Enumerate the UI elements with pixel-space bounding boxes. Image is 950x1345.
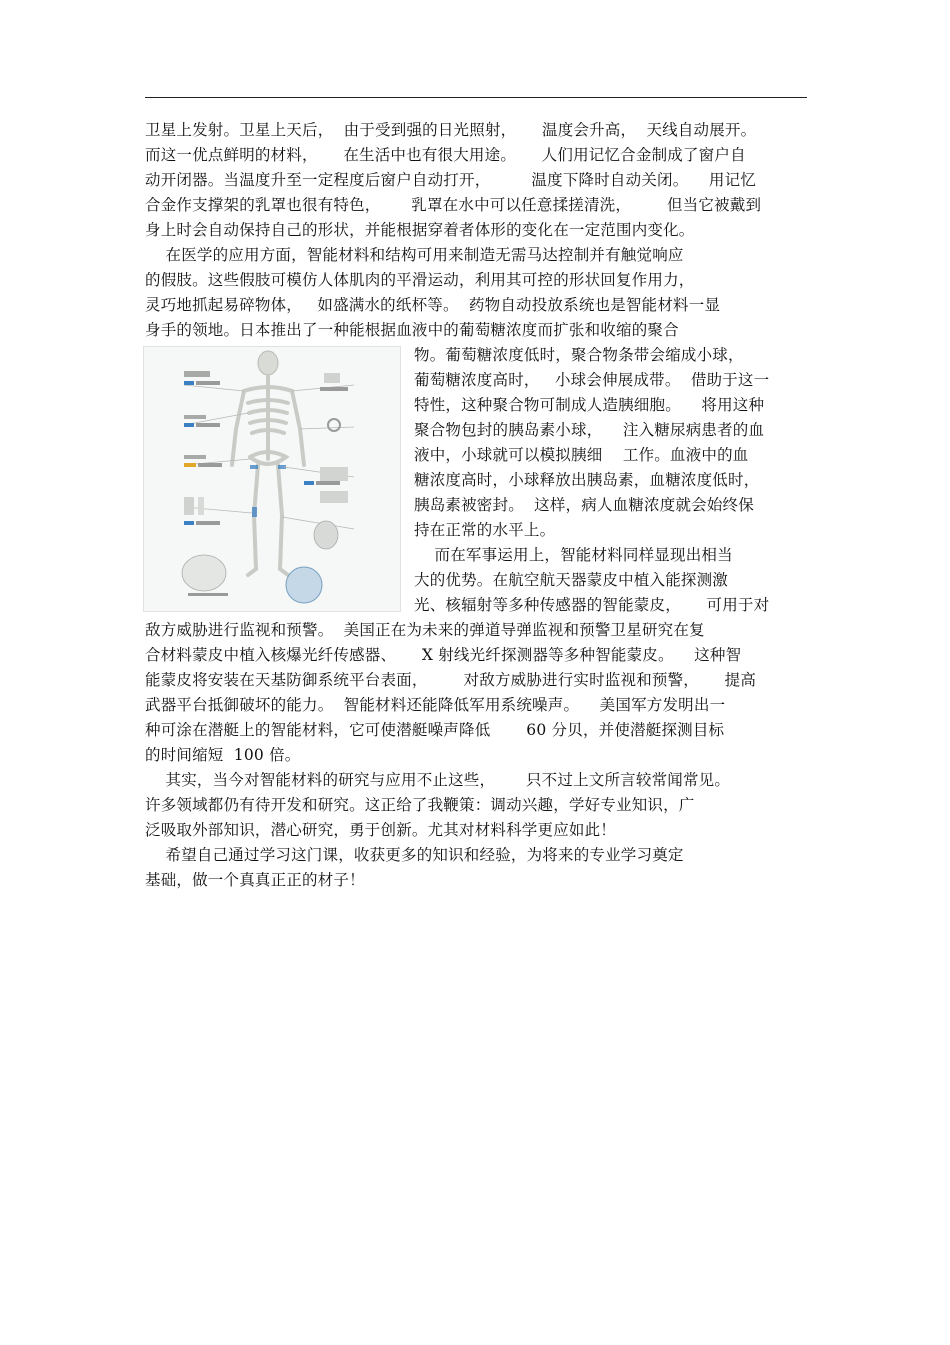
text-line: 合金作支撑架的乳罩也很有特色， 乳罩在水中可以任意揉搓清洗， 但当它被戴到	[145, 196, 762, 214]
text-line: 而这一优点鲜明的材料， 在生活中也有很大用途。 人们用记忆合金制成了窗户自	[145, 146, 746, 164]
text-line: 能蒙皮将安装在天基防御系统平台表面， 对敌方威胁进行实时监视和预警， 提高	[145, 671, 757, 689]
text-line: 在医学的应用方面，智能材料和结构可用来制造无需马达控制并有触觉响应	[145, 246, 684, 264]
text-line: 物。葡萄糖浓度低时，聚合物条带会缩成小球，	[414, 346, 744, 364]
text-line: 其实，当今对智能材料的研究与应用不止这些， 只不过上文所言较常闻常见。	[145, 771, 731, 789]
text-line: 武器平台抵御破坏的能力。 智能材料还能降低军用系统噪声。 美国军方发明出一	[145, 696, 726, 714]
text-line: 许多领域都仍有待开发和研究。这正给了我鞭策：调动兴趣，学好专业知识，广	[145, 796, 695, 814]
text-line: 身上时会自动保持自己的形状，并能根据穿着者体形的变化在一定范围内变化。	[145, 221, 695, 239]
text-line: 的时间缩短 100 倍。	[145, 746, 301, 764]
text-line: 灵巧地抓起易碎物体， 如盛满水的纸杯等。 药物自动投放系统也是智能材料一显	[145, 296, 721, 314]
text-line: 基础，做一个真真正正的材子！	[145, 871, 365, 889]
text-line: 特性，这种聚合物可制成人造胰细胞。 将用这种	[414, 396, 765, 414]
skeleton-illustration	[144, 347, 400, 611]
text-line: 动开闭器。当温度升至一定程度后窗户自动打开， 温度下降时自动关闭。 用记忆	[145, 171, 757, 189]
text-line: 而在军事运用上，智能材料同样显现出相当	[414, 546, 733, 564]
text-line: 敌方威胁进行监视和预警。 美国正在为未来的弹道导弹监视和预警卫星研究在复	[145, 621, 705, 639]
text-line: 身手的领地。日本推出了一种能根据血液中的葡萄糖浓度而扩张和收缩的聚合	[145, 321, 679, 339]
text-line: 合材料蒙皮中植入核爆光纤传感器、 X 射线光纤探测器等多种智能蒙皮。 这种智	[145, 646, 742, 664]
text-line: 胰岛素被密封。 这样，病人血糖浓度就会始终保	[414, 496, 754, 514]
text-line: 糖浓度高时，小球释放出胰岛素，血糖浓度低时，	[414, 471, 760, 489]
left-callouts	[182, 371, 228, 596]
text-line: 光、核辐射等多种传感器的智能蒙皮， 可用于对	[414, 596, 770, 614]
text-line: 的假肢。这些假肢可模仿人体肌肉的平滑运动，利用其可控的形状回复作用力，	[145, 271, 695, 289]
text-line: 葡萄糖浓度高时， 小球会伸展成带。 借助于这一	[414, 371, 770, 389]
skeleton-figure	[232, 351, 304, 575]
text-line: 种可涂在潜艇上的智能材料，它可使潜艇噪声降低 60 分贝，并使潜艇探测目标	[145, 721, 725, 739]
text-line: 液中，小球就可以模拟胰细 工作。血液中的血	[414, 446, 749, 464]
header-rule	[145, 97, 807, 98]
text-line: 卫星上发射。卫星上天后， 由于受到强的日光照射， 温度会升高， 天线自动展开。	[145, 121, 757, 139]
text-line: 泛吸取外部知识，潜心研究，勇于创新。尤其对材料科学更应如此！	[145, 821, 617, 839]
text-line: 聚合物包封的胰岛素小球， 注入糖尿病患者的血	[414, 421, 765, 439]
skeleton-diagram-image	[143, 346, 401, 612]
text-line: 希望自己通过学习这门课，收获更多的知识和经验，为将来的专业学习奠定	[145, 846, 684, 864]
text-line: 大的优势。在航空航天器蒙皮中植入能探测激	[414, 571, 729, 589]
text-line: 持在正常的水平上。	[414, 521, 556, 539]
